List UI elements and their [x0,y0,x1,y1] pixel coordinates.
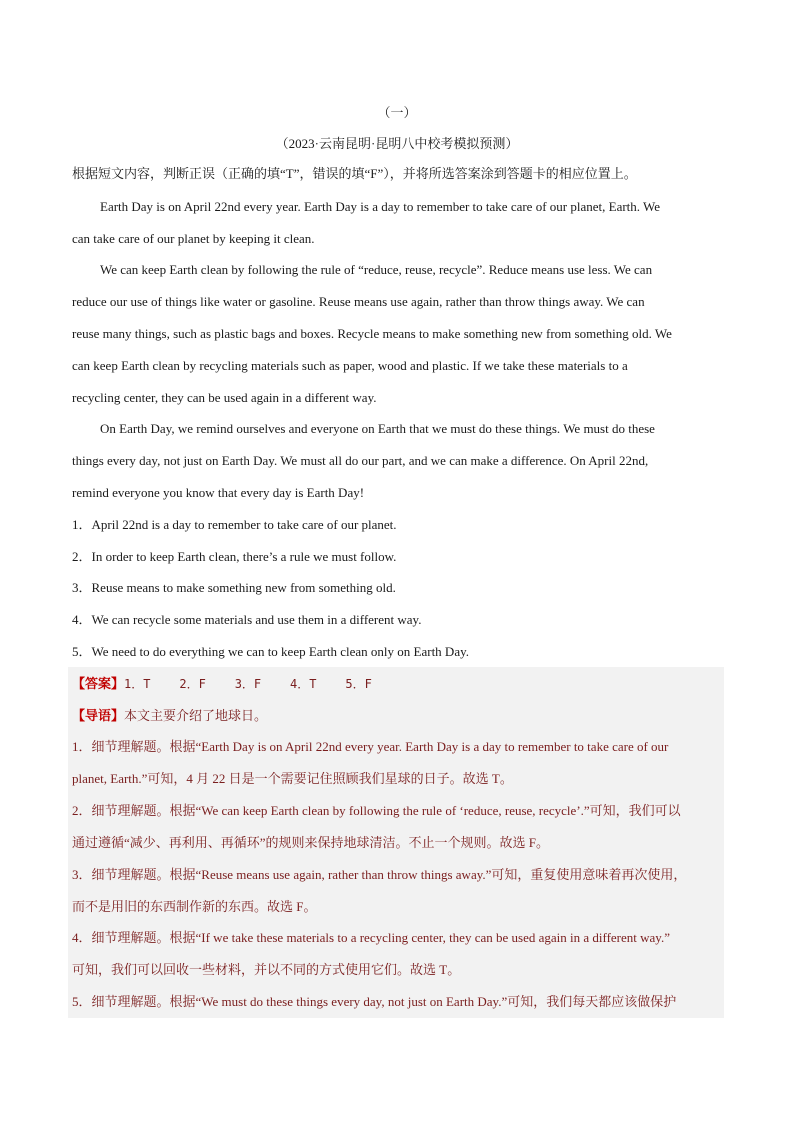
passage-line: Earth Day is on April 22nd every year. Earth Day is a day to remember to take care of our planet, Earth. We [100,199,661,214]
passage-line: can take care of our planet by keeping it clean. [72,231,315,246]
passage-line: reduce our use of things like water or gasoline. Reuse means use again, rather than throw things away. We can [72,294,645,309]
passage-line: remind everyone you know that every day is Earth Day! [72,485,365,500]
explanation-line: 1．细节理解题。根据“Earth Day is on April 22nd every year. Earth Day is a day to remember to take care of our [72,739,669,754]
explanation-line: planet, Earth.”可知，4 月 22 日是一个需要记住照顾我们星球的日子。故选 T。 [72,771,513,786]
explanation-line: 而不是用旧的东西制作新的东西。故选 F。 [72,899,317,914]
answer-line [72,675,372,693]
question-item: 4．We can recycle some materials and use them in a different way. [72,612,422,627]
instruction: 根据短文内容，判断正误（正确的填“T”，错误的填“F”），并将所选答案涂到答题卡的相应位置上。 [72,166,637,181]
guide-line [72,707,267,725]
explanation-line: 5．细节理解题。根据“We must do these things every day, not just on Earth Day.”可知，我们每天都应该做保护 [72,994,677,1009]
question-item: 3．Reuse means to make something new from something old. [72,580,396,595]
explanation-line: 4．细节理解题。根据“If we take these materials to a recycling center, they can be used again in a different way.” [72,930,670,945]
question-source: （2023·云南昆明·昆明八中校考模拟预测） [275,136,519,151]
answer-values: 1．T 2．F 3．F 4．T 5．F [124,677,372,691]
guide-text: 本文主要介绍了地球日。 [124,708,268,723]
explanation-line: 可知，我们可以回收一些材料，并以不同的方式使用它们。故选 T。 [72,962,461,977]
passage-line: recycling center, they can be used again in a different way. [72,390,377,405]
section-title: （一） [377,105,417,120]
answer-label: 【答案】 [72,676,125,691]
explanation-line: 3．细节理解题。根据“Reuse means use again, rather than throw things away.”可知，重复使用意味着再次使用， [72,867,687,882]
passage-line: We can keep Earth clean by following the rule of “reduce, reuse, recycle”. Reduce means use less. We can [100,262,653,277]
explanation-line: 2．细节理解题。根据“We can keep Earth clean by following the rule of ‘reduce, reuse, recycle’.”可知，我们可以 [72,803,681,818]
passage-line: On Earth Day, we remind ourselves and everyone on Earth that we must do these things. We must do these [100,421,655,436]
passage-line: can keep Earth clean by recycling materials such as paper, wood and plastic. If we take these materials to a [72,358,628,373]
question-item: 1．April 22nd is a day to remember to take care of our planet. [72,517,397,532]
passage-line: reuse many things, such as plastic bags and boxes. Recycle means to make something new from something old. We [72,326,672,341]
guide-label: 【导语】 [72,708,125,723]
passage-line: things every day, not just on Earth Day. We must all do our part, and we can make a difference. On April 22nd, [72,453,649,468]
question-item: 2．In order to keep Earth clean, there’s a rule we must follow. [72,549,397,564]
question-item: 5．We need to do everything we can to keep Earth clean only on Earth Day. [72,644,469,659]
explanation-line: 通过遵循“减少、再利用、再循环”的规则来保持地球清洁。不止一个规则。故选 F。 [72,835,550,850]
